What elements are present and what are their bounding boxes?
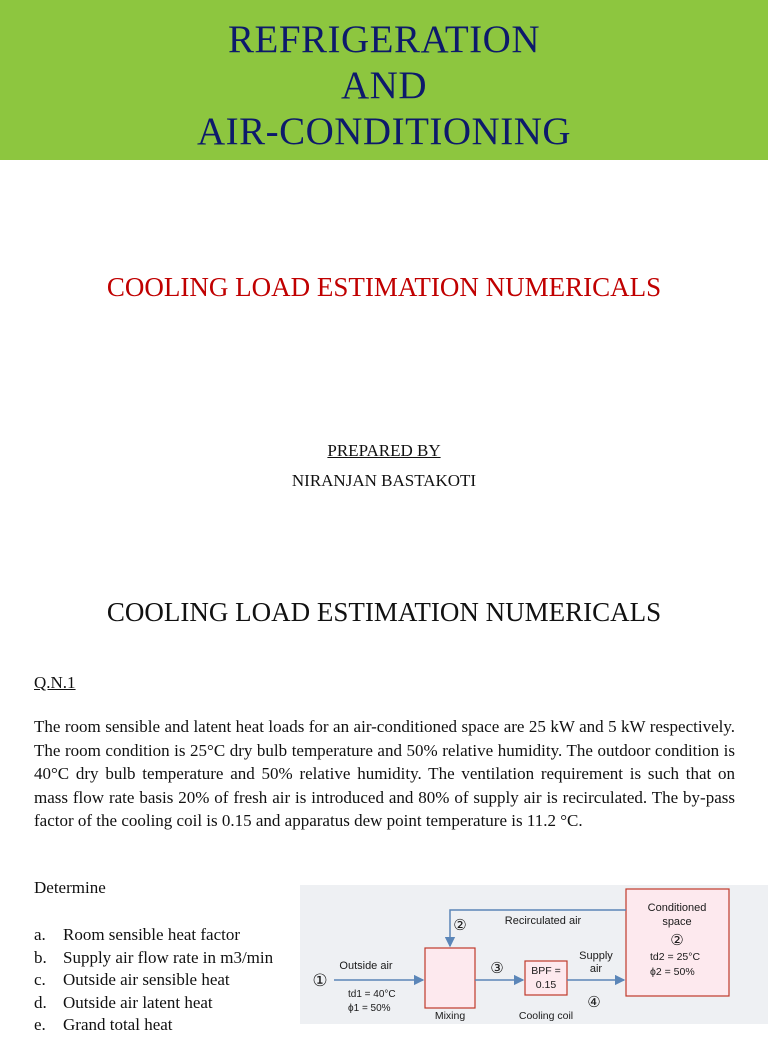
state-2-marker: ②	[453, 917, 467, 934]
question-label: Q.N.1	[34, 673, 76, 692]
section-heading: COOLING LOAD ESTIMATION NUMERICALS	[106, 597, 662, 627]
list-item: a. Room sensible heat factor	[34, 925, 241, 944]
supply-air-label: Supply	[579, 950, 613, 962]
bpf-value: 0.15	[535, 979, 557, 991]
list-item: d. Outside air latent heat	[34, 992, 213, 1012]
author-name: NIRANJAN BASTAKOTI	[291, 471, 477, 490]
outside-humidity: ϕ1 = 50%	[348, 1003, 391, 1014]
problem-statement: The room sensible and latent heat loads for an air-conditioned space are 25 kW and 5 kW respectively. The room condition is 25°C dry bulb temperature and 50% relative humidity. The outdoor condition is 40°C dry bulb temperature and 50% relative humidity. The ventilation requirement is such that on mass flow rate basis 20% of fresh air is introduced and 80% of supply air is recirculated. The by-pass factor of the cooling coil is 0.15 and apparatus dew point temperature is 11.2 °C.	[34, 717, 735, 830]
title-line-3: AIR-CONDITIONING	[196, 110, 572, 153]
mixing-label: Mixing	[434, 1010, 466, 1022]
determine-label: Determine	[34, 878, 106, 897]
state-3-marker: ③	[490, 960, 504, 977]
bpf-label: BPF =	[531, 965, 561, 977]
title-line-1: REFRIGERATION	[227, 18, 540, 61]
cooling-coil-label: Cooling coil	[518, 1010, 574, 1022]
supply-air-label-2: air	[589, 963, 603, 975]
conditioned-space-label-2: space	[662, 916, 692, 928]
prepared-by-label: PREPARED BY	[327, 441, 441, 460]
state-1-marker: ①	[312, 971, 328, 990]
state-4-marker: ④	[587, 994, 601, 1011]
list-item: e. Grand total heat	[34, 1015, 173, 1035]
state-2-room-marker: ②	[670, 932, 684, 949]
recirculated-air-label: Recirculated air	[504, 915, 582, 927]
title-line-2: AND	[341, 64, 427, 107]
task-list	[34, 924, 273, 1037]
subtitle: COOLING LOAD ESTIMATION NUMERICALS	[106, 272, 662, 302]
outside-air-label: Outside air	[339, 960, 393, 972]
conditioned-space-label: Conditioned	[647, 902, 707, 914]
list-item: c. Outside air sensible heat	[34, 970, 230, 990]
title-banner	[0, 0, 768, 160]
outside-temperature: td1 = 40°C	[348, 989, 396, 1000]
room-temperature: td2 = 25°C	[650, 951, 701, 963]
room-humidity: ϕ2 = 50%	[650, 966, 695, 978]
mixing-chamber	[425, 948, 475, 1008]
air-conditioning-schematic	[300, 885, 768, 1024]
list-item: b. Supply air flow rate in m3/min	[34, 947, 274, 967]
